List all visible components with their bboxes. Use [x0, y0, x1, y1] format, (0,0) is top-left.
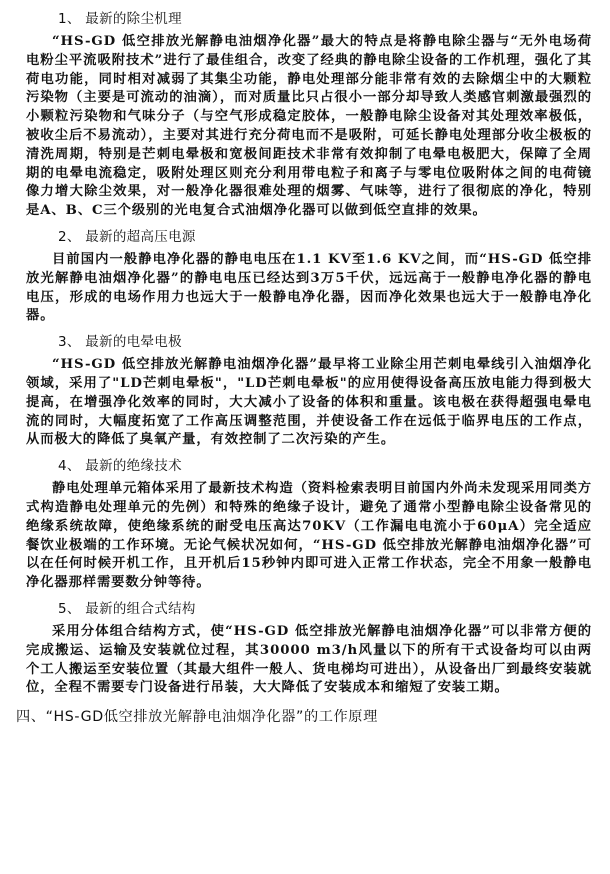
- section-heading: 3、 最新的电晕电极: [58, 334, 182, 351]
- section-3: [14, 333, 596, 450]
- working-principle-title: 四、“HS-GD低空排放光解静电油烟净化器”的工作原理: [16, 709, 378, 726]
- section-body: “HS-GD 低空排放光解静电油烟净化器”最早将工业除尘用芒刺电晕线引入油烟净化领域，采用了"LD芒刺电晕板"，"LD芒刺电晕板"的应用使得设备高压放电能力得到极大提高，在增强净化效率的同时，大大减小了设备的体积和重量。该电极在获得超强电晕电流的同时，大幅度拓宽了工作高压调整范围，并使设备工作在远低于临界电压的工作点，从而极大的降低了臭氧产量，有效控制了二次污染的产生。: [26, 357, 592, 448]
- section-heading: 2、 最新的超高压电源: [58, 228, 196, 245]
- section-2: [14, 228, 596, 326]
- section-1: [14, 10, 596, 221]
- section-heading: 5、 最新的组合式结构: [58, 600, 196, 617]
- section-body: 目前国内一般静电净化器的静电电压在1.1 KV至1.6 KV之间，而“HS-GD 低空排放光解静电油烟净化器”的静电电压已经达到3万5千伏，远远高于一般静电净化器的静电电压，形成的电场作用力也远大于一般静电净化器，因而净化效果也远大于一般静电净化器。: [26, 251, 592, 324]
- section-body: 静电处理单元箱体采用了最新技术构造（资料检索表明目前国内外尚未发现采用同类方式构造静电处理单元的先例）和特殊的绝缘子设计，避免了通常小型静电除尘设备常见的绝缘系统故障，使绝缘系统的耐受电压高达70KV（工作漏电电流小于60μA）完全适应餐饮业极端的工作环境。无论气候状况如何，“HS-GD 低空排放光解静电油烟净化器”可以在任何时候开机工作，且开机后15秒钟内即可进入正常工作状态，完全不用象一般静电净化器那样需要数分钟等待。: [26, 481, 592, 591]
- section-heading: 1、 最新的除尘机理: [58, 11, 182, 27]
- section-4: [14, 457, 596, 593]
- section-5: [14, 600, 596, 698]
- section-body: “HS-GD 低空排放光解静电油烟净化器”最大的特点是将静电除尘器与“无外电场荷电粉尘平流吸附技术”进行了最佳组合，改变了经典的静电除尘设备的工作机理，强化了其荷电功能，同时相对减弱了其集尘功能，静电处理部分能非常有效的去除烟尘中的大颗粒污染物（主要是可流动的油滴），而对质量比只占很小一部分却导致人类感官刺激最强烈的小颗粒污染物和气味分子（与空气形成稳定胶体，一般静电除尘设备对其处理效率极低，被收尘后不易流动），主要对其进行充分荷电而不是吸附，可延长静电处理部分收尘极板的清洗周期，特别是芒刺电晕极和宽极间距技术非常有效抑制了电晕电极肥大，保障了全周期的电晕电流稳定，吸附处理区则充分利用带电粒子和离子与零电位吸附体之间的电荷镜像力增大除尘效果，对一般净化器很难处理的烟雾、气味等，进行了很彻底的净化，特别是A、B、C三个级别的光电复合式油烟净化器可以做到低空直排的效果。: [26, 34, 592, 219]
- section-body: 采用分体组合结构方式，使“HS-GD 低空排放光解静电油烟净化器”可以非常方便的完成搬运、运输及安装就位过程，其30000 m3/h风量以下的所有干式设备均可以由两个工人搬运至安装位置（其最大组件一般人、货电梯均可进出），从设备出厂到最终安装就位，全程不需要专门设备进行吊装，大大降低了安装成本和缩短了安装工期。: [26, 623, 592, 696]
- section-heading: 4、 最新的绝缘技术: [58, 458, 182, 475]
